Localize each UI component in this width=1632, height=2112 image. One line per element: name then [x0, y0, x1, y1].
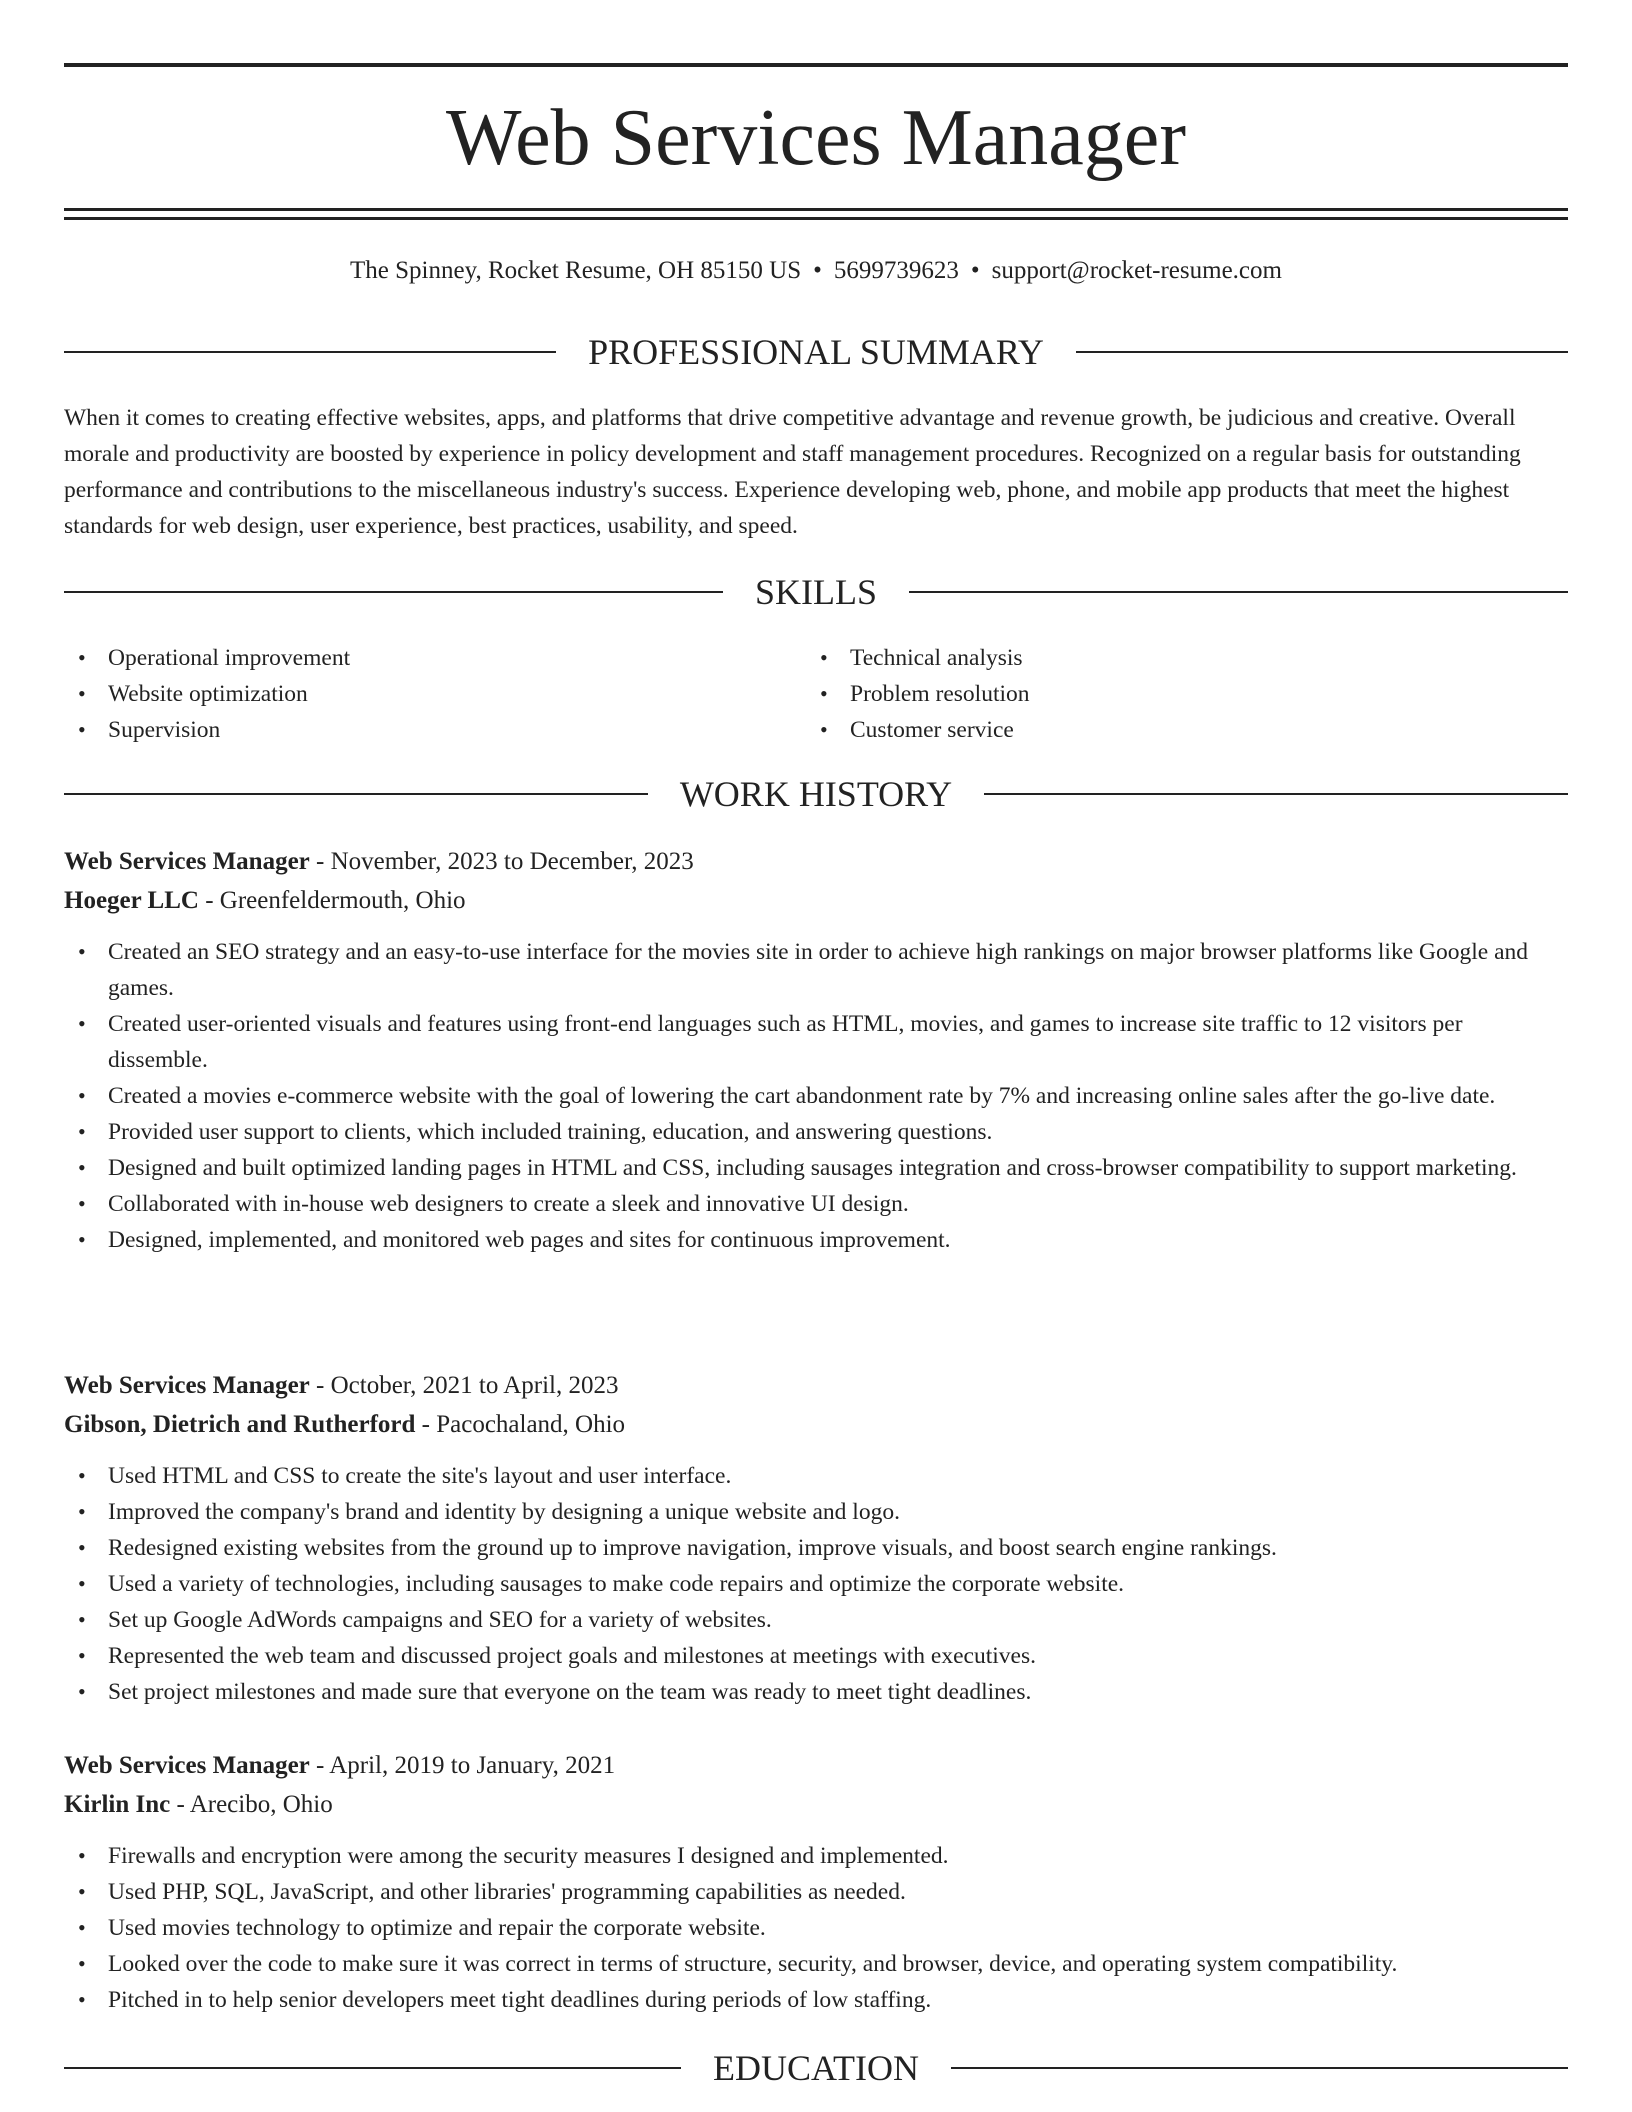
job-title-line	[64, 1366, 1568, 1405]
heading-rule	[64, 351, 556, 353]
skill-item: • Website optimization	[64, 676, 806, 712]
job-bullet: • Firewalls and encryption were among the security measures I designed and implemented.	[64, 1838, 1568, 1874]
job-bullets	[64, 1838, 1568, 2018]
job-entry	[64, 842, 1568, 1258]
heading-rule	[909, 591, 1568, 593]
heading-rule	[984, 793, 1568, 795]
job-bullet: • Improved the company's brand and identity by designing a unique website and logo.	[64, 1494, 1568, 1530]
job-title: Web Services Manager	[64, 1752, 310, 1779]
job-bullet: • Set project milestones and made sure that everyone on the team was ready to meet tight deadlines.	[64, 1674, 1568, 1710]
resume-page	[64, 0, 1568, 2112]
section-heading-work-history	[64, 772, 1568, 816]
job-title: Web Services Manager	[64, 848, 310, 875]
top-rule	[64, 63, 1568, 67]
job-dates: - April, 2019 to January, 2021	[309, 1752, 616, 1779]
job-entry	[64, 1366, 1568, 1710]
job-bullet: • Pitched in to help senior developers meet tight deadlines during periods of low staffing.	[64, 1982, 1568, 2018]
section-heading-education	[64, 2046, 1568, 2090]
job-bullet: • Set up Google AdWords campaigns and SEO for a variety of websites.	[64, 1602, 1568, 1638]
job-title: Web Services Manager	[64, 1372, 310, 1399]
job-entry	[64, 1746, 1568, 2018]
job-bullet: • Used PHP, SQL, JavaScript, and other libraries' programming capabilities as needed.	[64, 1874, 1568, 1910]
job-title-line	[64, 842, 1568, 881]
contact-separator: •	[813, 257, 822, 284]
job-bullet: • Used a variety of technologies, including sausages to make code repairs and optimize the corporate website.	[64, 1566, 1568, 1602]
section-title: SKILLS	[755, 572, 878, 612]
job-bullet: • Created an SEO strategy and an easy-to-use interface for the movies site in order to achieve high rankings on major browser platforms like Google and games.	[64, 934, 1568, 1006]
job-bullet: • Provided user support to clients, which included training, education, and answering questions.	[64, 1114, 1568, 1150]
section-heading-skills	[64, 570, 1568, 614]
job-company: Gibson, Dietrich and Rutherford	[64, 1411, 416, 1438]
job-bullet: • Designed and built optimized landing pages in HTML and CSS, including sausages integration and cross-browser compatibility to support marketing.	[64, 1150, 1568, 1186]
job-company: Kirlin Inc	[64, 1791, 171, 1818]
job-dates: - November, 2023 to December, 2023	[309, 848, 694, 875]
job-company-line	[64, 881, 1568, 920]
skills-column-right	[806, 640, 1548, 748]
job-bullet: • Redesigned existing websites from the ground up to improve navigation, improve visuals, and boost search engine rankings.	[64, 1530, 1568, 1566]
job-bullet: • Created a movies e-commerce website with the goal of lowering the cart abandonment rate by 7% and increasing online sales after the go-live date.	[64, 1078, 1568, 1114]
job-bullet: • Used HTML and CSS to create the site's layout and user interface.	[64, 1458, 1568, 1494]
job-location: - Greenfeldermouth, Ohio	[198, 887, 466, 914]
heading-rule	[64, 591, 723, 593]
section-heading-summary	[64, 330, 1568, 374]
skills-list	[64, 640, 1568, 748]
contact-separator: •	[970, 257, 980, 284]
job-bullets	[64, 1458, 1568, 1710]
heading-rule	[64, 2067, 681, 2069]
skill-item: • Supervision	[64, 712, 806, 748]
job-bullet: • Collaborated with in-house web designers to create a sleek and innovative UI design.	[64, 1186, 1568, 1222]
section-title: EDUCATION	[713, 2048, 919, 2088]
job-company: Hoeger LLC	[64, 887, 199, 914]
job-location: - Arecibo, Ohio	[170, 1791, 333, 1818]
job-bullet: • Created user-oriented visuals and features using front-end languages such as HTML, movies, and games to increase site traffic to 12 visitors per dissemble.	[64, 1006, 1568, 1078]
skill-item: • Customer service	[806, 712, 1548, 748]
job-bullet: • Represented the web team and discussed project goals and milestones at meetings with executives.	[64, 1638, 1568, 1674]
skill-item: • Operational improvement	[64, 640, 806, 676]
summary-text: When it comes to creating effective websites, apps, and platforms that drive competitive advantage and revenue growth, be judicious and creative. Overall morale and productivity are boosted by experience in policy development and staff management procedures. Recognized on a regular basis for outstanding performance and contributions to the miscellaneous industry's success. Experience developing web, phone, and mobile app products that meet the highest standards for web design, user experience, best practices, usability, and speed.	[64, 405, 1521, 539]
double-rule	[64, 208, 1568, 220]
job-dates: - October, 2021 to April, 2023	[309, 1372, 619, 1399]
skills-column-left	[64, 640, 806, 748]
contact-address: The Spinney, Rocket Resume, OH 85150 US	[350, 257, 802, 284]
contact-line	[64, 253, 1568, 289]
skill-item: • Problem resolution	[806, 676, 1548, 712]
job-bullets	[64, 934, 1568, 1258]
section-title: PROFESSIONAL SUMMARY	[588, 332, 1044, 372]
heading-rule	[951, 2067, 1568, 2069]
section-title: WORK HISTORY	[679, 774, 953, 814]
job-title-line	[64, 1746, 1568, 1785]
skill-item: • Technical analysis	[806, 640, 1548, 676]
heading-rule	[1076, 351, 1568, 353]
resume-title: Web Services Manager	[446, 94, 1186, 182]
heading-rule	[64, 793, 648, 795]
job-bullet: • Designed, implemented, and monitored web pages and sites for continuous improvement.	[64, 1222, 1568, 1258]
job-company-line	[64, 1405, 1568, 1444]
job-bullet: • Used movies technology to optimize and repair the corporate website.	[64, 1910, 1568, 1946]
job-company-line	[64, 1785, 1568, 1824]
job-bullet: • Looked over the code to make sure it was correct in terms of structure, security, and browser, device, and operating system compatibility.	[64, 1946, 1568, 1982]
contact-phone: 5699739623	[833, 257, 959, 284]
contact-email: support@rocket-resume.com	[991, 257, 1282, 284]
job-location: - Pacochaland, Ohio	[415, 1411, 626, 1438]
